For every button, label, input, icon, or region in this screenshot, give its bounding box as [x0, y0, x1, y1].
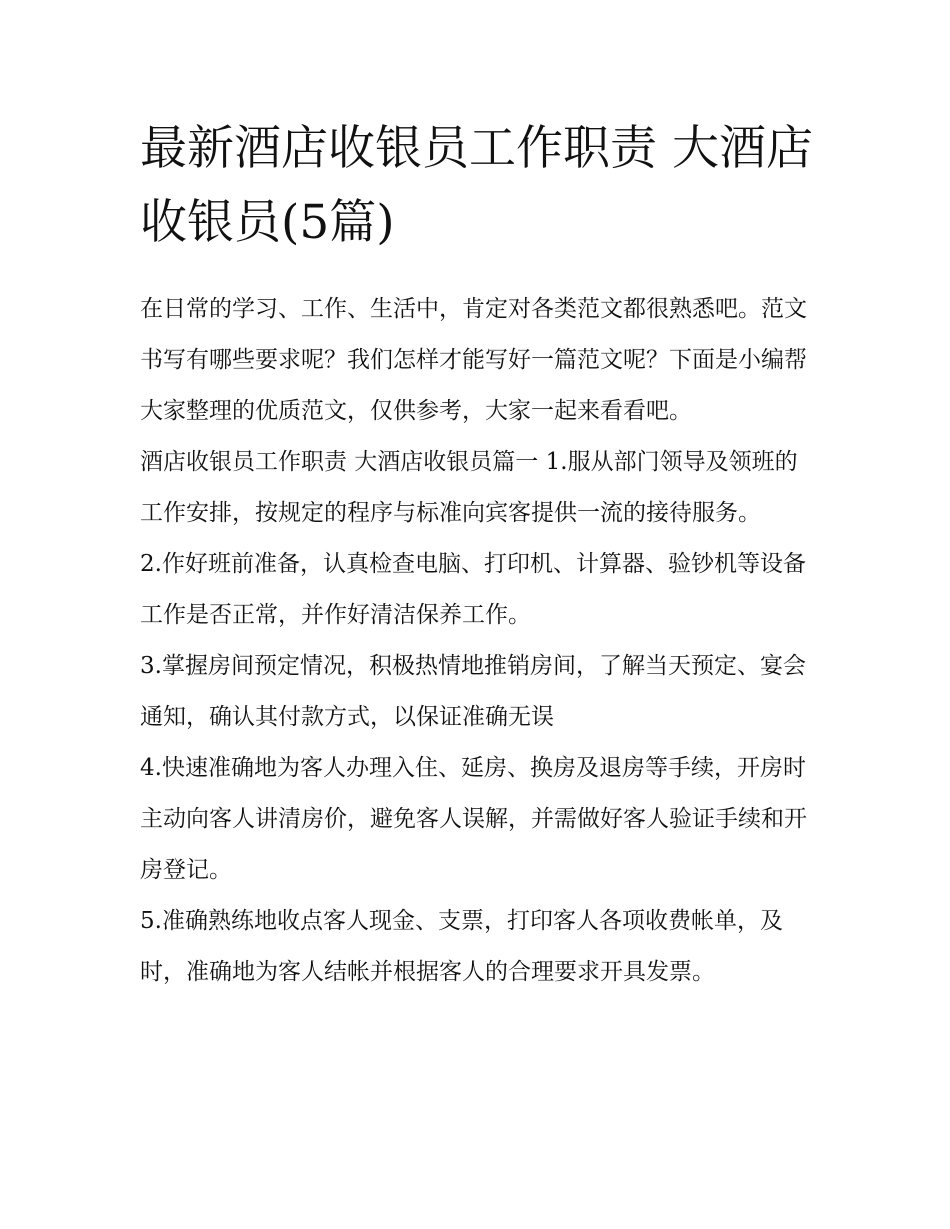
duty-paragraph-5: 5.准确熟练地收点客人现金、支票，打印客人各项收费帐单，及时，准确地为客人结帐并根据客人的合理要求开具发票。	[140, 908, 783, 985]
document-title: 最新酒店收银员工作职责 大酒店收银员(5篇)	[140, 121, 813, 250]
document-body	[140, 112, 820, 998]
duty-paragraph-1: 酒店收银员工作职责 大酒店收银员篇一 1.服从部门领导及领班的工作安排，按规定的程序与标准向宾客提供一流的接待服务。	[140, 449, 798, 526]
duty-paragraph-3: 3.掌握房间预定情况，积极热情地推销房间，了解当天预定、宴会通知，确认其付款方式，以保证准确无误	[140, 653, 806, 730]
duty-paragraph-4: 4.快速准确地为客人办理入住、延房、换房及退房等手续，开房时主动向客人讲清房价，避免客人误解，并需做好客人验证手续和开房登记。	[140, 755, 807, 883]
duty-paragraph-2: 2.作好班前准备，认真检查电脑、打印机、计算器、验钞机等设备工作是否正常，并作好清洁保养工作。	[140, 551, 806, 628]
paragraph-list	[140, 284, 820, 998]
intro-paragraph: 在日常的学习、工作、生活中，肯定对各类范文都很熟悉吧。范文书写有哪些要求呢？我们怎样才能写好一篇范文呢？下面是小编帮大家整理的优质范文，仅供参考，大家一起来看看吧。	[140, 296, 807, 424]
